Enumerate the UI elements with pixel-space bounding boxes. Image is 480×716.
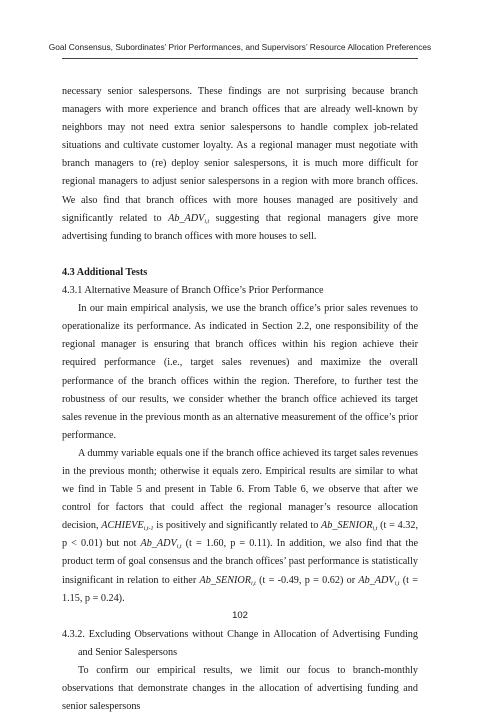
paragraph-continued	[62, 83, 418, 246]
subsection-heading: 4.3.1 Alternative Measure of Branch Office’s Prior Performance	[62, 285, 324, 297]
variable-ab-adv: $Ab\_ADV_{i,t}$	[358, 574, 400, 587]
paragraph-results: A dummy variable equals one if the branch office achieved its target sales revenues in the previous month; otherwise it equals zero. Empirical results are similar to what we find in Table 5 and present in Table 6. From Table 6, we observe that after we control for factors that could affect the regional manager’s resource allocation decision, $ACHIEVE_{i,t-1}$ is positively and significantly related to $Ab\_SENIOR_{i,t}$ (t = 4.32, p < 0.01) but not $Ab\_ADV_{i,t}$ (t = 1.60, p = 0.11). In addition, we also find that the product term of goal consensus and the branch offices’ past performance is statistically insignificant in relation to either $Ab\_SENIOR_{i,t}$ (t = -0.49, p = 0.62) or $Ab\_ADV_{i,t}$ (t = 1.15, p = 0.24).	[62, 447, 418, 604]
subsection-heading: 4.3.2. Excluding Observations without Change in Allocation of Advertising Funding and Senior Salespersons	[62, 628, 418, 658]
page-number: 102	[232, 610, 248, 621]
variable-ab-senior: $Ab\_SENIOR_{i,t}$	[321, 520, 378, 533]
variable-ab-senior: $Ab\_SENIOR_{i,t}$	[199, 574, 256, 587]
variable-ab-adv: $Ab\_ADV_{i,t}$	[168, 212, 210, 225]
running-head: Goal Consensus, Subordinates’ Prior Performances, and Supervisors’ Resource Allocation Preferences	[48, 42, 432, 52]
paragraph-text: necessary senior salespersons. These findings are not surprising because branch managers with more experience and branch offices that are already well-known by neighbors may not need extra senior salespersons to handle complex job-related situations and cultivate customer loyalty. As a regional manager must negotiate with branch managers to (re) deploy senior salespersons, it is much more difficult for regional managers to adjust senior salespersons in a region with more branch offices. We also find that branch offices with more houses managed are positively and significantly related to	[62, 86, 418, 224]
section-heading: 4.3 Additional Tests	[62, 266, 148, 278]
paragraph-text: suggesting that regional managers give more advertising funding to branch offices with more houses to sell.	[62, 212, 418, 242]
variable-achieve: $ACHIEVE_{i,t-1}$	[101, 520, 154, 533]
spacer	[62, 246, 418, 264]
header-rule	[62, 58, 418, 59]
variable-ab-adv: $Ab\_ADV_{i,t}$	[140, 538, 182, 551]
paragraph: In our main empirical analysis, we use the branch office’s prior sales revenues to operationalize its performance. As indicated in Section 2.2, one responsibility of the regional manager is ensuring that branch offices within his region achieve their required performance (i.e., target sales revenues) and maximize the overall performance of the branch offices within the region. Therefore, to further test the robustness of our results, we consider whether the branch office achieved its target sales revenue in the previous month as an alternative measurement of the office’s prior performance.	[62, 303, 418, 441]
body-text	[62, 83, 418, 716]
paragraph: To confirm our empirical results, we limit our focus to branch-monthly observations that demonstrate changes in the allocation of advertising funding and senior salespersons	[62, 665, 418, 713]
